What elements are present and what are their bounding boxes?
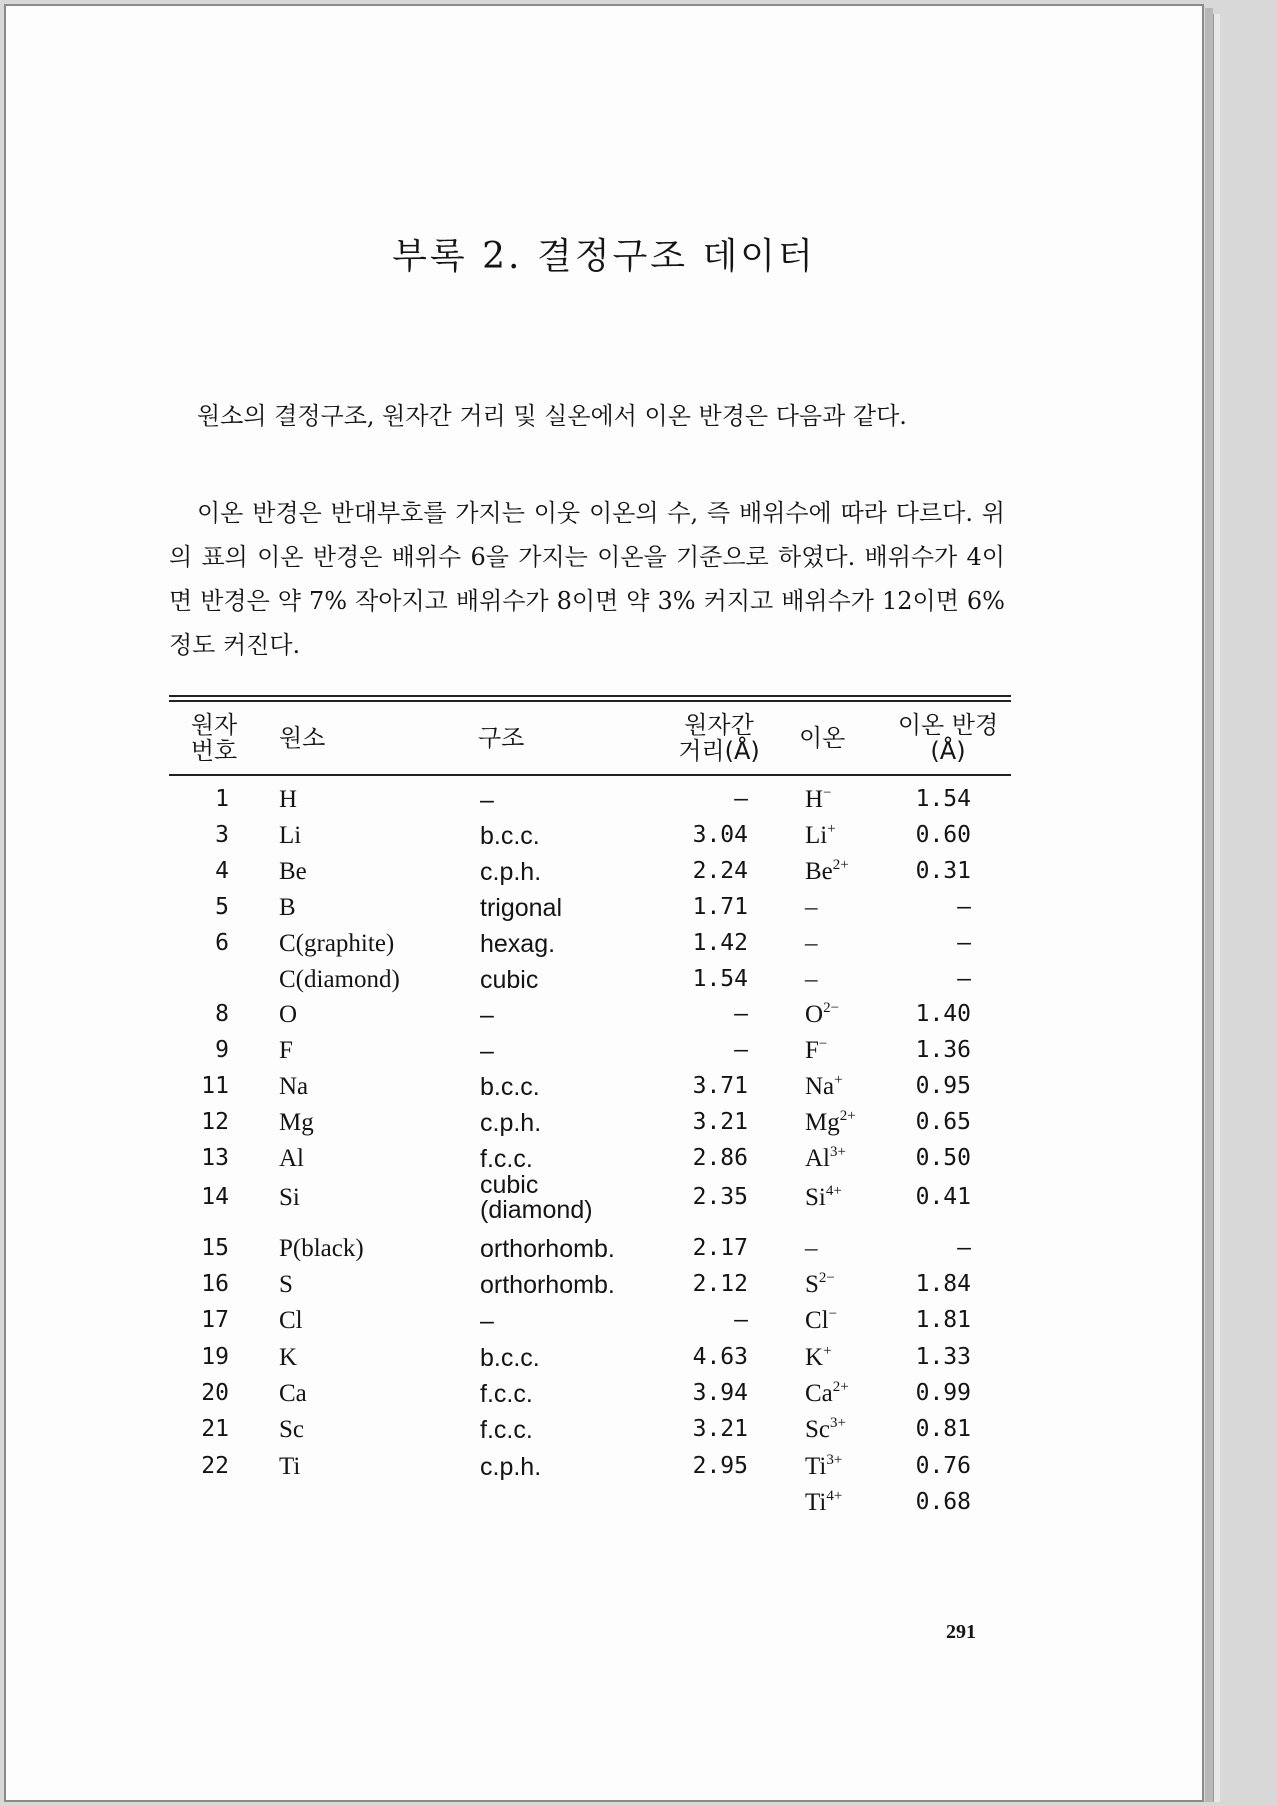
atomic-number-cell: 12 [201,1109,229,1135]
structure-cell: c.p.h. [480,1109,542,1137]
ionic-radius-cell: 0.68 [915,1489,971,1515]
ion-charge: 2+ [832,1379,849,1395]
ionic-radius-cell: 1.33 [915,1344,971,1370]
element-cell: Si [279,1184,300,1211]
structure-cell: cubic [480,1171,539,1199]
ion-cell [805,1235,818,1263]
ion-charge: 3+ [830,1415,846,1431]
ion-charge: − [823,785,832,801]
ion-charge: + [834,1072,843,1088]
ion-charge: 3+ [830,1144,846,1160]
distance-cell: – [734,1307,748,1333]
element-cell: F [279,1037,293,1064]
ion-symbol: Na [805,1073,835,1100]
ionic-radius-cell: – [957,894,971,920]
atomic-number-cell: 8 [215,1001,229,1027]
ion-charge: − [818,1036,828,1052]
ion-symbol: Ti [805,1489,827,1516]
structure-cell-line2: (diamond) [480,1196,593,1224]
ionic-radius-cell: – [957,966,971,992]
distance-cell: 3.21 [692,1109,748,1135]
structure-cell: trigonal [480,894,562,922]
distance-cell: 1.42 [692,930,748,956]
ion-charge: 4+ [826,1488,843,1504]
table-top-rule-2 [169,700,1011,702]
ionic-radius-cell: 0.60 [915,822,971,848]
atomic-number-cell: 15 [201,1235,229,1261]
ion-cell [805,1073,843,1101]
ion-symbol: Ti [805,1453,827,1480]
atomic-number-cell: 16 [201,1271,229,1297]
element-cell: P(black) [279,1235,364,1262]
table-header-rule [169,774,1011,776]
ion-charge: 2− [818,1270,835,1286]
ion-cell [805,966,818,994]
distance-cell: 3.71 [692,1073,748,1099]
structure-cell: cubic [480,966,539,994]
ionic-radius-cell: – [957,930,971,956]
header-structure: 구조 [478,724,525,752]
page-number: 291 [946,1621,976,1643]
atomic-number-cell: 1 [215,786,229,812]
ionic-radius-cell: 0.65 [915,1109,971,1135]
ion-charge: 3+ [826,1452,843,1468]
ionic-radius-cell: 1.40 [915,1001,971,1027]
structure-cell: b.c.c. [480,1344,540,1372]
ionic-radius-cell: 1.36 [915,1037,971,1063]
page-edge [1205,8,1213,1802]
structure-cell: – [480,1001,494,1029]
ion-symbol: Mg [805,1109,840,1136]
distance-cell: 3.21 [692,1416,748,1442]
atomic-number-cell: 6 [215,930,229,956]
element-cell: Na [279,1073,309,1100]
atomic-number-cell: 9 [215,1037,229,1063]
ionic-radius-cell: 1.81 [915,1307,971,1333]
ion-cell [805,1307,837,1335]
distance-cell: 2.24 [692,858,748,884]
atomic-number-cell: 3 [215,822,229,848]
element-cell: H [279,786,298,813]
ion-charge: − [828,1306,838,1322]
header-element: 원소 [279,724,326,752]
distance-cell: 3.04 [692,822,748,848]
ion-symbol: Li [805,822,828,849]
ion-charge: + [823,1343,832,1359]
ion-cell [805,858,849,886]
ion-symbol: Be [805,858,833,885]
ion-symbol: K [805,1344,824,1371]
element-cell: Mg [279,1109,314,1136]
ion-symbol: Cl [805,1307,829,1334]
structure-cell: b.c.c. [480,1073,540,1101]
ionic-radius-cell: 0.76 [915,1453,971,1479]
page-edge-back [1213,14,1220,1802]
distance-cell: 4.63 [692,1344,748,1370]
ion-cell [805,786,832,814]
ion-cell [805,1145,846,1173]
distance-cell: 2.17 [692,1235,748,1261]
ion-symbol: S [805,1271,819,1298]
atomic-number-cell: 4 [215,858,229,884]
header-number: 원자 번호 [190,711,238,765]
ion-charge: + [827,821,836,837]
ion-symbol: Sc [805,1416,830,1443]
element-cell: Ca [279,1380,307,1407]
ion-charge: 4+ [825,1183,842,1199]
structure-cell: f.c.c. [480,1380,533,1408]
page-title: 부록 2. 결정구조 데이터 [392,236,816,277]
ionic-radius-cell: 1.84 [915,1271,971,1297]
ion-symbol: – [805,1235,818,1262]
distance-cell: 2.12 [692,1271,748,1297]
document-page [4,4,1204,1802]
ionic-radius-cell: – [957,1235,971,1261]
structure-cell: orthorhomb. [480,1235,615,1263]
ionic-radius-cell: 0.81 [915,1416,971,1442]
ion-cell [805,1380,849,1408]
element-cell: K [279,1344,298,1371]
element-cell: C(diamond) [279,966,400,993]
header-distance: 원자간 거리(Å) [678,711,760,765]
element-cell: Al [279,1145,304,1172]
ion-cell [805,1489,842,1517]
structure-cell: c.p.h. [480,858,542,886]
ion-cell [805,1184,842,1212]
ionic-radius-cell: 0.31 [915,858,971,884]
ionic-radius-cell: 1.54 [915,786,971,812]
ion-cell [805,930,818,958]
ion-symbol: Si [805,1184,826,1211]
distance-cell: 2.86 [692,1145,748,1171]
distance-cell: 1.71 [692,894,748,920]
ion-symbol: – [805,894,818,921]
ion-charge: 2+ [832,857,849,873]
ion-symbol: Al [805,1145,830,1172]
structure-cell: – [480,1037,494,1065]
atomic-number-cell: 5 [215,894,229,920]
ion-symbol: F [805,1037,819,1064]
element-cell: C(graphite) [279,930,395,957]
distance-cell: – [734,1037,748,1063]
structure-cell: f.c.c. [480,1145,533,1173]
distance-cell: – [734,1001,748,1027]
atomic-number-cell: 17 [201,1307,229,1333]
ion-cell [805,1037,827,1065]
atomic-number-cell: 19 [201,1344,229,1370]
element-cell: Cl [279,1307,303,1334]
table-top-rule [169,695,1011,697]
distance-cell: 2.35 [692,1184,748,1210]
structure-cell: hexag. [480,930,556,958]
element-cell: Be [279,858,307,885]
ion-symbol: H [805,786,824,813]
distance-cell: 1.54 [692,966,748,992]
atomic-number-cell: 13 [201,1145,229,1171]
structure-cell: b.c.c. [480,822,540,850]
structure-cell: orthorhomb. [480,1271,615,1299]
element-cell: S [279,1271,293,1298]
structure-cell: c.p.h. [480,1453,542,1481]
element-cell: Li [279,822,302,849]
structure-cell: f.c.c. [480,1416,533,1444]
distance-cell: 3.94 [692,1380,748,1406]
header-radius: 이온 반경 (Å) [897,711,999,765]
ion-cell [805,1344,832,1372]
element-cell: Sc [279,1416,304,1443]
ionic-radius-cell: 0.41 [915,1184,971,1210]
atomic-number-cell: 22 [201,1453,229,1479]
ion-cell [805,1416,846,1444]
note-paragraph: 이온 반경은 반대부호를 가지는 이웃 이온의 수, 즉 배위수에 따라 다르다. 위의 표의 이온 반경은 배위수 6을 가지는 이온을 기준으로 하였다. 배위수가 4이면 반경은 약 7% 작아지고 배위수가 8이면 약 3% 커지고 배위수가 12이면 6% 정도 커진다. [169,499,1005,659]
ion-symbol: – [805,966,818,993]
element-cell: Ti [279,1453,301,1480]
structure-cell: – [480,786,494,814]
ion-symbol: – [805,930,818,957]
ion-cell [805,1001,839,1029]
ionic-radius-cell: 0.99 [915,1380,971,1406]
element-cell: B [279,894,296,921]
element-cell: O [279,1001,298,1028]
ionic-radius-cell: 0.95 [915,1073,971,1099]
ion-cell [805,822,836,850]
atomic-number-cell: 21 [201,1416,229,1442]
ion-charge: 2− [823,1000,840,1016]
header-ion: 이온 [799,724,846,752]
ion-cell [805,1109,856,1137]
ion-cell [805,1453,842,1481]
ion-symbol: O [805,1001,824,1028]
atomic-number-cell: 11 [201,1073,229,1099]
ion-charge: 2+ [839,1108,856,1124]
distance-cell: 2.95 [692,1453,748,1479]
ionic-radius-cell: 0.50 [915,1145,971,1171]
ion-cell [805,1271,835,1299]
ion-cell [805,894,818,922]
atomic-number-cell: 20 [201,1380,229,1406]
atomic-number-cell: 14 [201,1184,229,1210]
intro-paragraph: 원소의 결정구조, 원자간 거리 및 실온에서 이온 반경은 다음과 같다. [197,402,907,430]
distance-cell: – [734,786,748,812]
structure-cell: – [480,1307,494,1335]
ion-symbol: Ca [805,1380,833,1407]
